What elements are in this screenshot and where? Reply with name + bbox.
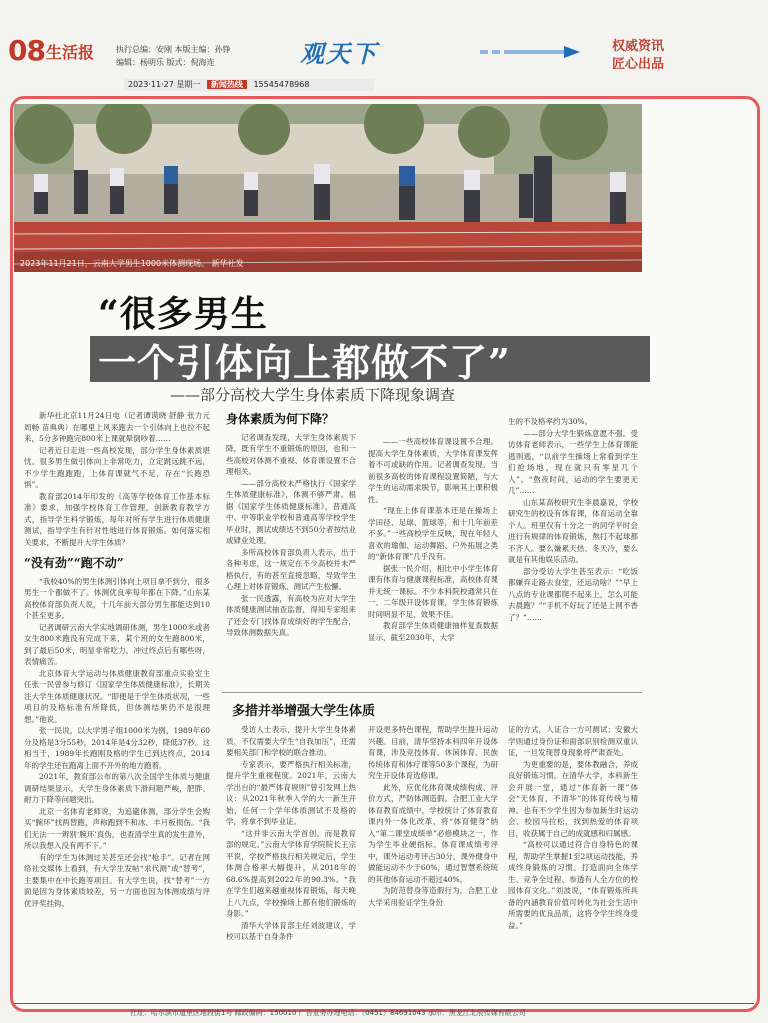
date-bar bbox=[124, 79, 374, 91]
editor-line-1: 执行总编：安刚 本版主编：孙铮 bbox=[116, 45, 231, 54]
paragraph: ——部分大学生锻炼意愿不强。受访体育老师表示，一些学生上体育课能逃则逃，“以前学生操场上常看到学生们抢场地，现在就只有零星几个人”。“熬夜时间，运动的学生要更无几”…… bbox=[508, 428, 638, 495]
subhead-why: 身体素质为何下降？ bbox=[226, 412, 335, 426]
column-2 bbox=[226, 414, 356, 639]
slogan bbox=[612, 38, 664, 74]
paragraph: 据张一民介绍，相比中小学生体育课有体育与健康课程标准，高校体育课并无统一课标。不少本科院校通常只在一、二年级开设体育课，学生体育锻炼时间明显不足、效果不佳。 bbox=[368, 563, 498, 619]
headline-subtitle: ——部分高校大学生身体素质下降现象调查 bbox=[170, 386, 456, 404]
paragraph: 记者近日走进一些高校发现，部分学生身体素质堪忧。很多男生做引体向上非常吃力，立定跳远跳不远，不少学生跑跑跑，上体育课就气不足，存在“长跑恐惧”。 bbox=[24, 445, 210, 489]
paragraph: 有的学生为体测过关甚至还会找“枪手”。记者在网络社交媒体上看到，有大学生发帖“求代测”或“替考”，主要集中在中长跑等项目。有大学生说，找“替考”一方面是因为身体素质较差，另一方面也因为体测成绩与评优评奖挂钩。 bbox=[24, 852, 210, 908]
photo-caption: 2023年11月21日，云南大学男生1000米体测现场。 新华社发 bbox=[20, 259, 244, 268]
paragraph: 张一民透露，有高校为应对大学生体质健康测试抽查监督，得知专家组来了还会专门找体育成绩好的学生配合，导致体测数据失真。 bbox=[226, 593, 356, 637]
footer-rule bbox=[14, 1003, 754, 1004]
hotline-label: 新闻热线 bbox=[207, 80, 247, 89]
paragraph: 生的不及格率约为30%。 bbox=[508, 417, 593, 426]
paragraph: 专家表示，要严格执行相关标准，提升学生重视程度。2021年，云南大学出台的“最严体育规则”曾引发网上热议：从2021年秋季入学的大一新生开始，任何一个学年体质测试不及格的学，将拿不到毕业证。 bbox=[226, 759, 356, 826]
column-1 bbox=[24, 410, 210, 909]
paragraph: 教育部2014年印发的《高等学校体育工作基本标准》要求，加强学校体育工作管理，创新教育教学方式，指导学生科学锻炼，每年对所有学生进行体质健康测试，指导学生有针对性地进行体育锻炼。如何落实相关要求，不断提升大学生体质？ bbox=[24, 491, 210, 547]
paragraph: ——一些高校体育课设置不合理。提高大学生身体素质，大学体育课发挥着不可或缺的作用。记者调查发现，当前很多高校的体育课程设置简陋，与大学生的运动需求脱节，影响其上课积极性。 bbox=[368, 437, 498, 504]
footer-info: 社址：哈尔滨市道里区地段街1号 邮政编码：150010 广告业务办理电话：（0451）84691043 承印：黑龙江北辰传媒有限公司 bbox=[130, 1009, 526, 1017]
paragraph: “现在上体育课基本还是在操场上学田径、足球、篮球等，和十几年前差不多。”一些高校学生反映，现在年轻人喜欢的瑜伽、运动舞蹈、户外拓展之类的“新体育课”几乎没有。 bbox=[368, 506, 498, 561]
paragraph: 部分受访大学生甚至表示：“吃饭都嫌弃走路去食堂，还运动啥？”“早上八点的专业课都爬不起来上，怎么可能去晨跑？”“手机不好玩了还是上网不香了？”…… bbox=[508, 566, 638, 622]
subhead-measures: 多措并举增强大学生体质 bbox=[232, 704, 376, 719]
paragraph: “我校40%的男生体测引体向上项目拿不到分，很多男生一个都做不了。体测优良率每年都在下降。”山东某高校体育部负责人说，十几年前大部分男生都能达到10个甚至更多。 bbox=[24, 576, 210, 620]
column-3-lower bbox=[368, 724, 498, 908]
paragraph: 张一民说，以大学男子组1000米为例，1989年60分及格是3分55秒，2014年是4分32秒，降低37秒。这相当于，1989年长跑刚及格的学生已到达终点，2014年的学生还在跑离上面不开外的地方跑着。 bbox=[24, 726, 210, 770]
editor-line-2: 编辑：杨明乐 版式：倪海连 bbox=[116, 58, 215, 67]
column-2-lower bbox=[226, 724, 356, 943]
paragraph: 记者调研云南大学实地调研体测，男生1000米或者女生800米跑没有完成下来，某个班的女生跑800米，到了最后50米，明显非常吃力，冲过终点后有哪些呀，表情痛苦。 bbox=[24, 622, 210, 666]
paragraph: 受访人士表示，提升大学生身体素质，不仅需要大学生“自我加压”，还需要相关部门和学校的联合推动。 bbox=[226, 725, 356, 757]
newspaper-brand: 生活报 bbox=[46, 43, 95, 62]
running-students-image bbox=[14, 104, 642, 272]
column-3 bbox=[368, 436, 498, 643]
section-divider bbox=[222, 692, 642, 693]
paragraph: 清华大学体育部主任刘波建议，学校可以基于自身条件 bbox=[226, 920, 356, 941]
paragraph: 山东某高校研究生李晨嘉说，学校研究生的校设有体育课，体育运动全靠个人。班里仅有十分之一的同学平时会进行有规律的体育锻炼，熬打不起球都不齐人。要么嫌累天热、冬天冷，要么就是有其他娱乐活动。 bbox=[508, 497, 638, 564]
paragraph: 北京体育大学运动与体质健康教育部重点实验室主任张一民曾参与修订《国家学生体质健康标准》，长期关注大学生体质健康状况。“即便是于学生体质状况，一些项目的及格标准有所降低，但体测结果仍不是很理想。”他说。 bbox=[24, 668, 210, 724]
hotline-number: 15545478968 bbox=[253, 80, 310, 89]
paragraph: 为更重要的是，要体教融合，养成良好锻炼习惯。在清华大学，本科新生会开展一堂，通过“体育新一课”体会“无体育，不清华”的体育传统与精神。也有不少学生因为参加新生时运动会、校园马拉松，找到热爱的体育项目，收获属于自己的成就感和归属感。 bbox=[508, 759, 638, 838]
paragraph: 2021年，教育部公布的第八次全国学生体质与健康调研结果显示，大学生身体素质下滑问题严峻，肥胖、耐力下降等问题突出。 bbox=[24, 772, 210, 804]
issue-date: 2023·11·27 星期一 bbox=[128, 80, 201, 89]
column-4 bbox=[508, 416, 638, 623]
column-4-lower bbox=[508, 724, 638, 931]
slogan-line-1: 权威资讯 bbox=[612, 39, 665, 54]
paragraph: 此外，应优化体育课成绩构成、评价方式，严防体测造假。合肥工业大学体育教育成绩中，学校统计了体育教育课内外一体化改革，将“体育健身”纳入“第二课堂成绩单”必修模块之一，作为学生毕业硬指标。体育课成绩考评中，课外运动考评占30分，课外健身中做能运动不少于60%，通过智慧系统统的其他体育运动不超过40%。 bbox=[368, 782, 498, 884]
paragraph: 为防范替身等造假行为，合肥工业大学采用验证学生身份 bbox=[368, 886, 498, 907]
headline-line-1: “很多男生 bbox=[98, 293, 268, 335]
slogan-line-2: 匠心出品 bbox=[612, 57, 665, 72]
paragraph: “这并非云南大学首创，而是教育部的规定。”云南大学体育学院院长王宗平说，学校严格执行相关规定后，学生体测合格率大幅提升，从2018年的68.6%提高到2022年的90.3%。“我在学生们越来越重视体育锻炼，每天晚上八九点，学校操场上都有他们锻炼的身影。” bbox=[226, 828, 356, 918]
paragraph: ——部分高校未严格执行《国家学生体质健康标准》，体测不够严肃。根据《国家学生体质健康标准》，普通高中、中等职业学校和普通高等学校学生毕业时，测试成绩达不到50分者按结业或肄业处理。 bbox=[226, 478, 356, 545]
arrow-decoration-icon bbox=[480, 46, 580, 58]
paragraph: 记者调查发现，大学生身体素质下降，既有学生不重锻炼的原因，也和一些高校对体测不重视、体育课设置不合理相关。 bbox=[226, 432, 356, 476]
section-title: 观天下 bbox=[300, 40, 378, 68]
dateline-paragraph: 新华社北京11月24日电（记者谭谟晓 舒静 张力元 周畅 苗典典）在哪里上风来跑去一个引体向上也拉不起来，5分多钟跑完800米上课就晕倒吵着…… bbox=[24, 411, 210, 443]
subhead-weak: “没有劲”“跑不动” bbox=[24, 556, 124, 570]
paragraph: 北京一名体育老师说，为追避体测，部分学生会购买“腕环”找两替跑，声称跑到不和冰、丰月板损伤。“我们无法一一辨别‘腕环’真伪，也查清学生真的发生意外，所以我想入没有两不下。” bbox=[24, 806, 210, 850]
paragraph: 证的方式，人证合一方可测试；安徽大学则通过身份证和面部识别检测双重认证，一旦发现替身现象将严肃查处。 bbox=[508, 725, 638, 757]
paragraph: 教育部学生体质健康抽样复查数据显示，截至2030年，大学 bbox=[368, 621, 498, 642]
news-photo bbox=[14, 104, 642, 272]
paragraph: 多所高校体育部负责人表示，出于各种考虑，这一规定在不少高校并未严格执行，有的甚至直接忽略，导致学生心理上对体育锻炼、测试产生松懈。 bbox=[226, 547, 356, 591]
paragraph: “高校可以通过符合自身特色的课程，帮助学生掌握1至2项运动技能，养成终身锻炼的习惯。打造面向全体学生、竞争全过程、参透有人全方位的校园体育文化。”刘波说，“体育锻炼所具备的内涵教育价值可转化为社会生活中所需要的优良品质，这将令学生终身受益。” bbox=[508, 840, 638, 930]
headline-line-2: 一个引体向上都做不了” bbox=[98, 340, 511, 385]
page-number: 08 bbox=[8, 34, 45, 67]
paragraph: 开设更多特色课程，帮助学生提升运动兴趣。目前，清华坚持本科四年开设体育课，涉及竞技体育、休闲体育、民族传统体育和体疗课等50多个课程，为研究生开设体育选修课。 bbox=[368, 725, 498, 780]
